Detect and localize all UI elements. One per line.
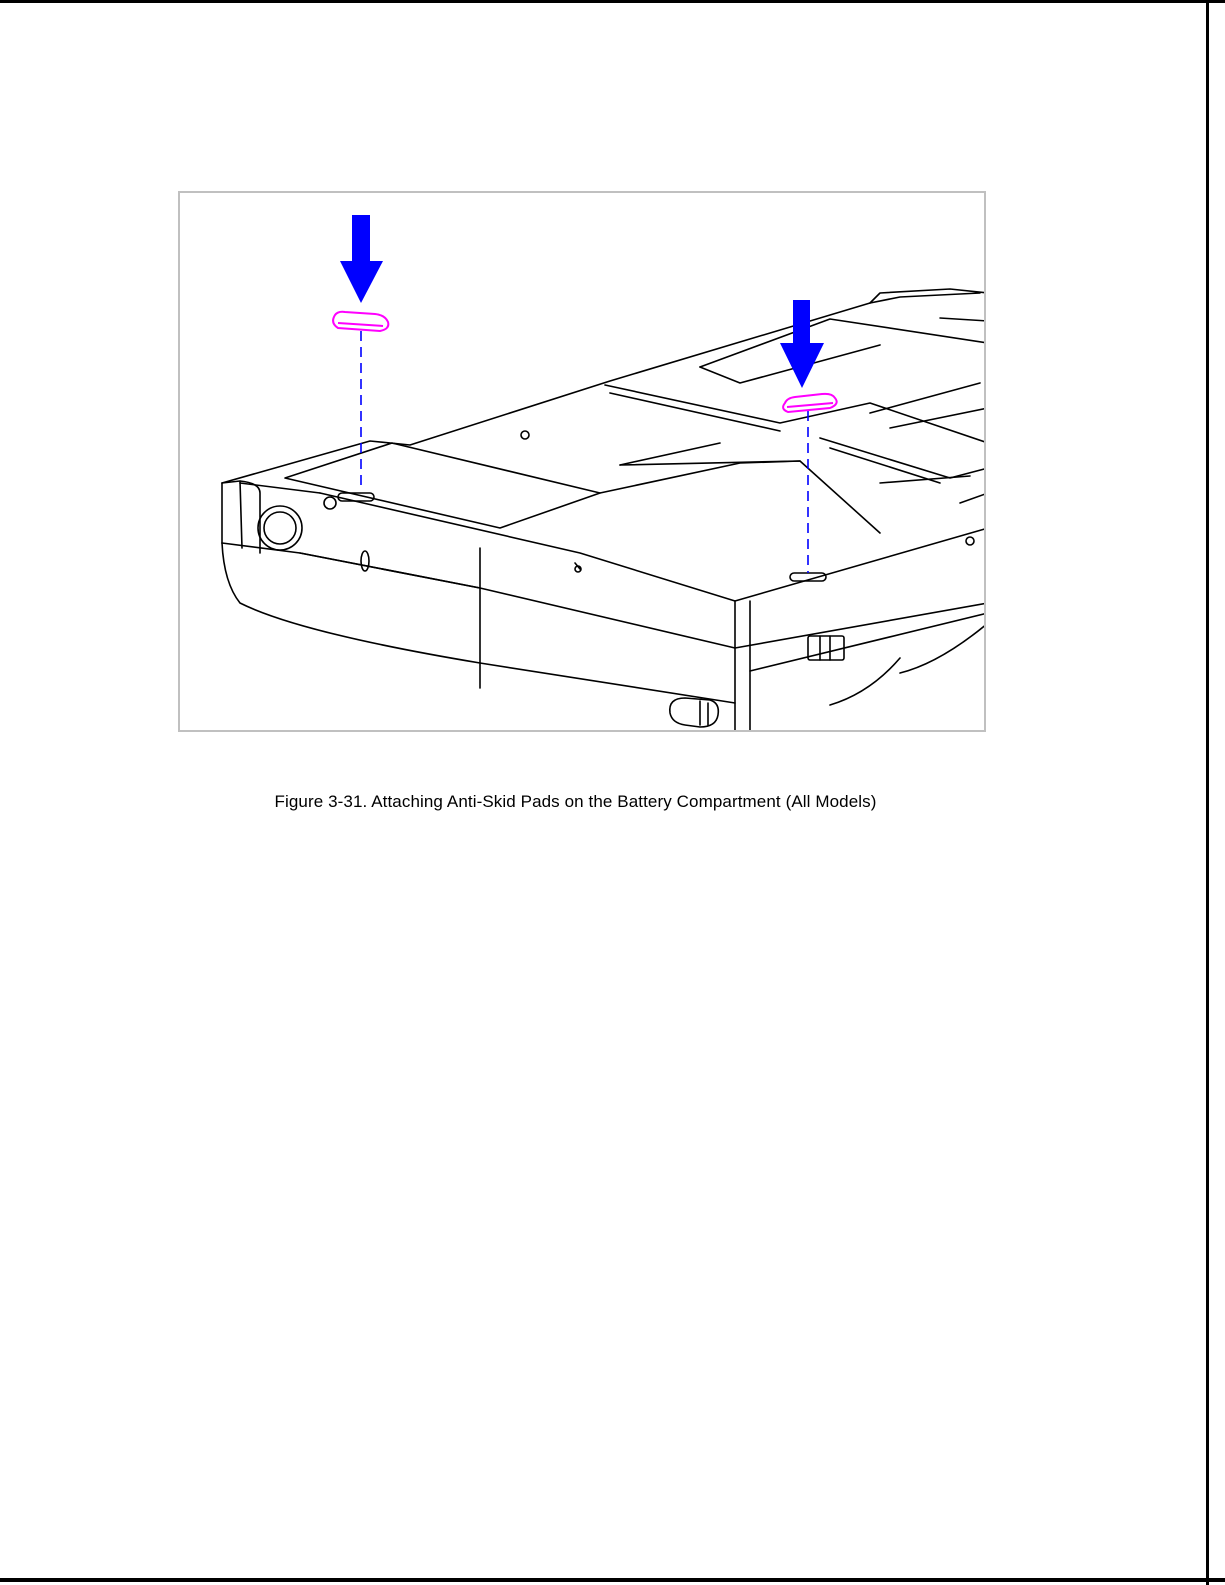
anti-skid-pad-left <box>333 312 388 331</box>
figure-caption-text: Figure 3-31. Attaching Anti-Skid Pads on the Battery Compartment (All Models) <box>274 792 877 811</box>
figure-caption <box>0 792 1225 812</box>
laptop-line-art <box>180 193 986 732</box>
arrow-down-left-icon <box>340 215 383 303</box>
arrow-down-right-icon <box>780 300 824 388</box>
figure-illustration <box>178 191 986 732</box>
